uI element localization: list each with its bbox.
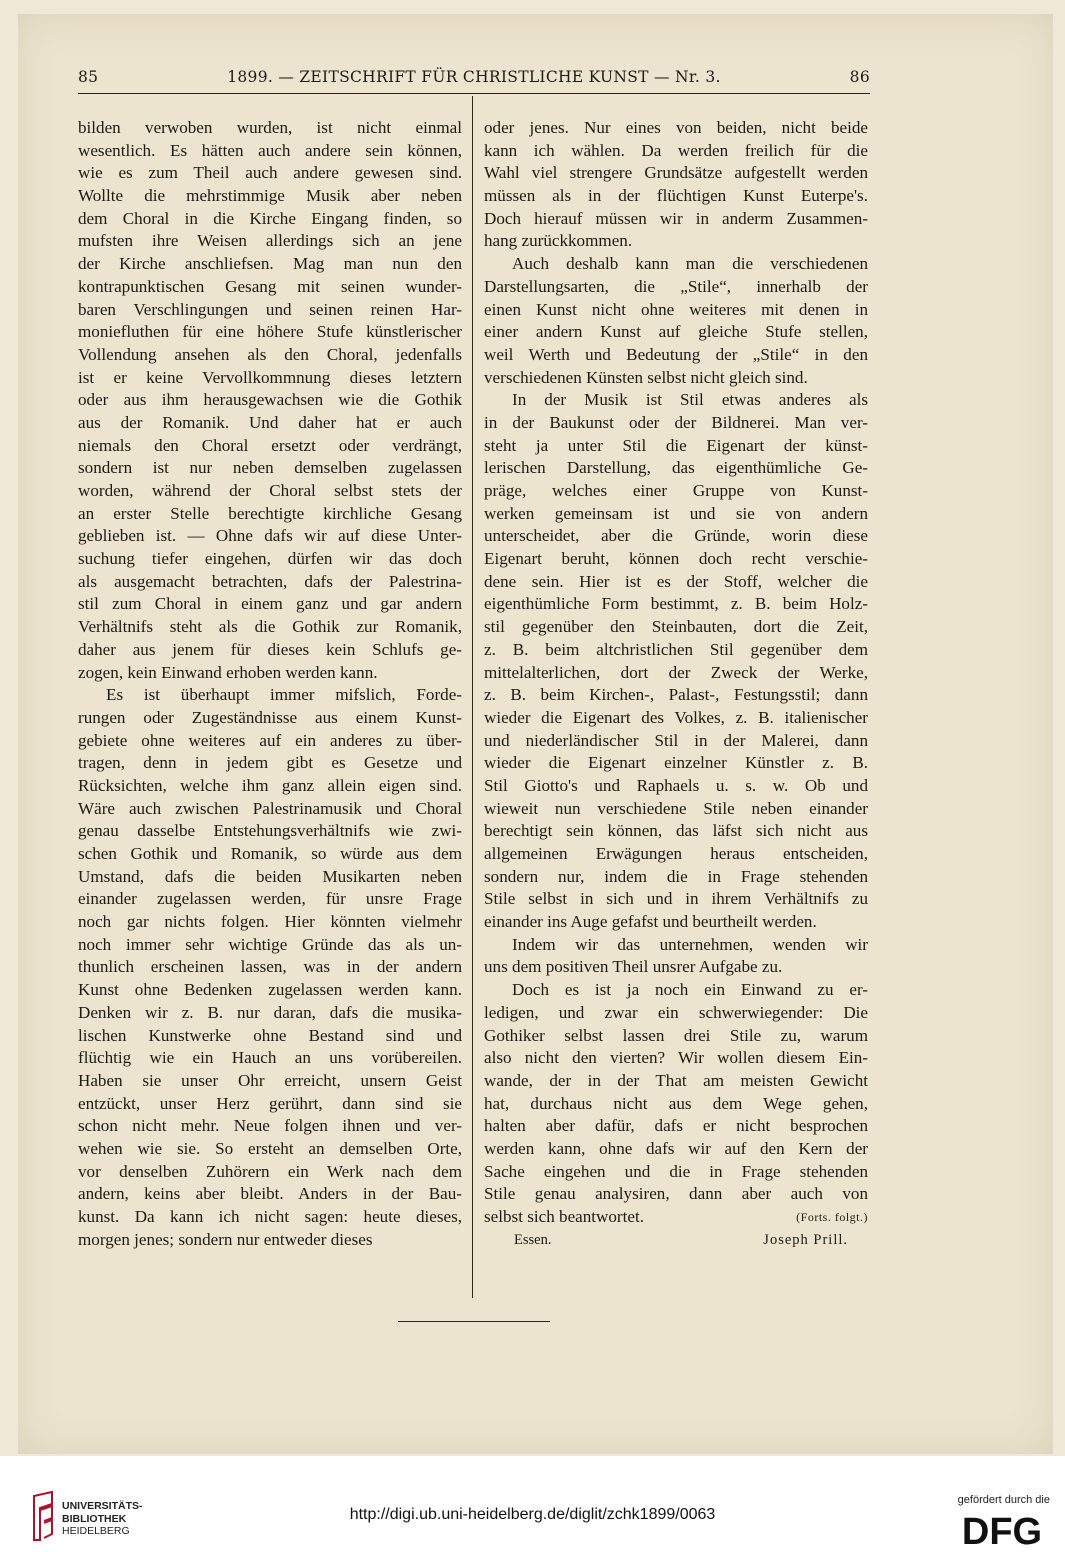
- end-rule: [398, 1321, 550, 1322]
- text-line: werden kann, ohne dafs wir auf den Kern der: [484, 1138, 868, 1158]
- page-number-left: 85: [78, 68, 99, 86]
- text-line: Stile selbst in sich und in ihrem Verhältnifs zu: [484, 889, 868, 909]
- text-line: mittelalterlichen, dort der Zweck der Werke,: [484, 662, 868, 682]
- journal-title: 1899. — ZEITSCHRIFT FÜR CHRISTLICHE KUNST — Nr. 3.: [227, 68, 721, 86]
- left-column: [78, 117, 462, 1251]
- text-line: oder aus ihm herausgewachsen wie die Gothik: [78, 390, 462, 410]
- dfg-logo-text: DFG: [961, 1511, 1043, 1549]
- text-line: Auch deshalb kann man die verschiedenen: [512, 254, 868, 274]
- text-line: sondern nur, indem die in Frage stehenden: [484, 866, 868, 886]
- text-line: geblieben ist. — Ohne dafs wir auf diese Unter-: [78, 526, 462, 546]
- column-divider: [472, 96, 473, 1298]
- text-line: berechtigt sein können, das läfst sich nicht aus: [484, 821, 868, 841]
- page-number-right: 86: [849, 68, 870, 86]
- text-line: eigenthümliche Form bestimmt, z. B. beim Holz-: [484, 594, 868, 614]
- text-line: daher aus jenem für dieses kein Schlufs ge-: [78, 639, 462, 659]
- text-line: noch immer sehr wichtige Gründe das als un-: [78, 934, 462, 954]
- library-name-line: BIBLIOTHEK: [62, 1512, 127, 1525]
- text-line: ist er keine Vervollkommnung dieses letztern: [78, 367, 462, 387]
- text-line: weil Werth und Bedeutung der „Stile“ in den: [484, 344, 868, 364]
- text-line: stil gegenüber den Steinbauten, dort die Zeit,: [484, 617, 868, 637]
- text-line: mufsten ihre Weisen allerdings sich an jene: [78, 231, 462, 251]
- text-line: Sache eingehen und die in Frage stehenden: [484, 1161, 868, 1181]
- text-line: kunst. Da kann ich nicht sagen: heute dieses,: [78, 1207, 462, 1226]
- text-line: verschiedenen Künsten selbst nicht gleich sind.: [484, 367, 808, 387]
- text-line: Haben sie unser Ohr erreicht, unsern Geist: [78, 1070, 462, 1090]
- text-line: halten aber dafür, dafs er nicht besprochen: [484, 1116, 868, 1136]
- text-line: einen Kunst nicht ohne weiteres mit denen in: [484, 299, 868, 319]
- text-line: baren Verschlingungen und seinen reinen Har-: [78, 299, 462, 319]
- text-line: wande, der in der That am meisten Gewicht: [484, 1070, 868, 1090]
- text-line: präge, welches einer Gruppe von Kunst-: [484, 481, 868, 500]
- text-line: aus der Romanik. Und daher hat er auch: [78, 412, 462, 432]
- text-line: Doch hierauf müssen wir in anderm Zusammen-: [484, 208, 868, 228]
- funded-by-text: gefördert durch die: [957, 1494, 1050, 1506]
- library-name-line: UNIVERSITÄTS-: [62, 1500, 143, 1512]
- text-line: rungen oder Zugeständnisse aus einem Kunst-: [78, 707, 462, 727]
- text-line: gebiete ohne weiteres auf ein anderes zu über-: [78, 730, 462, 750]
- text-line: wieder die Eigenart des Volkes, z. B. italienischer: [484, 707, 868, 727]
- text-line: zogen, kein Einwand erhoben werden kann.: [78, 662, 378, 682]
- text-line: Verhältnifs steht als die Gothik zur Romanik,: [78, 617, 462, 637]
- text-line: Kunst ohne Bedenken zugelassen werden kann.: [78, 980, 462, 1000]
- text-line: moniefluthen für eine höhere Stufe künstlerischer: [78, 322, 462, 342]
- signature: [484, 1229, 868, 1252]
- text-line: sondern ist nur neben demselben zugelassen: [78, 458, 462, 478]
- text-line: noch gar nichts folgen. Hier könnten vielmehr: [78, 912, 462, 932]
- text-line: Darstellungsarten, die „Stile“, innerhalb der: [484, 276, 868, 296]
- text-line: Umstand, dafs die beiden Musikarten neben: [78, 866, 462, 886]
- text-line: hat, durchaus nicht aus dem Wege gehen,: [484, 1093, 868, 1113]
- text-line: bilden verwoben wurden, ist nicht einmal: [78, 118, 462, 137]
- permalink-url[interactable]: http://digi.ub.uni-heidelberg.de/diglit/zchk1899/0063: [349, 1506, 716, 1523]
- text-line: schon nicht mehr. Neue folgen ihnen und ver-: [78, 1116, 462, 1136]
- text-line: Vollendung ansehen als den Choral, jedenfalls: [78, 344, 462, 364]
- text-line: lerischen Darstellung, das eigenthümliche Ge-: [484, 458, 868, 478]
- text-line: Rücksichten, welche ihm ganz allein eigen sind.: [78, 775, 462, 795]
- text-line: wesentlich. Es hätten auch andere sein können,: [78, 140, 462, 160]
- text-line: wehen wie sie. So ersteht an demselben Orte,: [78, 1138, 462, 1158]
- text-line: wieweit nun verschiedene Stile neben einander: [484, 798, 868, 818]
- text-line: hang zurückkommen.: [484, 231, 633, 251]
- dfg-logo-icon: [954, 1511, 1050, 1549]
- text-line: kann ich wählen. Da werden freilich für die: [484, 140, 868, 160]
- text-line: vor denselben Zuhörern ein Werk nach dem: [78, 1161, 462, 1181]
- text-line: kontrapunktischen Gesang mit seinen wunder-: [78, 276, 462, 296]
- text-line: oder jenes. Nur eines von beiden, nicht beide: [484, 118, 868, 137]
- signature-name: Joseph Prill.: [763, 1231, 848, 1248]
- footer-bar: [0, 1456, 1065, 1559]
- text-line: Doch es ist ja noch ein Einwand zu er-: [512, 980, 868, 1000]
- library-name-line: HEIDELBERG: [62, 1525, 130, 1537]
- text-line: uns dem positiven Theil unsrer Aufgabe zu.: [484, 957, 783, 977]
- text-line: Es ist überhaupt immer mifslich, Forde-: [106, 685, 462, 705]
- text-line: thunlich erscheinen lassen, was in der andern: [78, 957, 462, 977]
- header-rule: [78, 93, 870, 94]
- text-line: Stil Giotto's und Raphaels u. s. w. Ob und: [484, 775, 868, 795]
- text-line: also nicht den vierten? Wir wollen diesem Ein-: [484, 1048, 868, 1068]
- text-line: worden, während der Choral selbst stets der: [78, 481, 462, 500]
- continuation-note: (Forts. folgt.): [796, 1210, 868, 1224]
- text-line: der Kirche anschliefsen. Mag man nun den: [78, 254, 462, 274]
- text-line: Indem wir das unternehmen, wenden wir: [512, 934, 868, 954]
- text-line: als ausgemacht betrachten, dafs der Palestrina-: [78, 571, 462, 591]
- text-line: einander ins Auge gefafst und beurtheilt werden.: [484, 912, 817, 932]
- text-line: z. B. beim altchristlichen Stil gegenüber dem: [484, 639, 868, 659]
- text-line: allgemeinen Erwägungen heraus entscheiden,: [484, 844, 868, 863]
- right-column: [484, 117, 868, 1251]
- text-line: wieder die Eigenart einzelner Künstler z. B.: [484, 753, 868, 773]
- text-line: entzückt, unser Herz gerührt, dann sind sie: [78, 1093, 462, 1113]
- text-line: In der Musik ist Stil etwas anderes als: [512, 390, 868, 410]
- text-line: dene sein. Hier ist es der Stoff, welcher die: [484, 571, 868, 591]
- text-line: genau dasselbe Entstehungsverhältnifs wie zwi-: [78, 821, 462, 841]
- running-header: [78, 68, 870, 90]
- text-line: morgen jenes; sondern nur entweder dieses: [78, 1229, 373, 1249]
- text-line: Wollte die mehrstimmige Musik aber neben: [78, 186, 462, 206]
- text-line: in der Baukunst oder der Bildnerei. Man ver-: [484, 412, 868, 432]
- text-line: tragen, denn in jedem gibt es Gesetze und: [78, 753, 462, 773]
- text-line: Eigenart beruht, können doch recht verschie-: [484, 549, 868, 569]
- text-line: wie es zum Theil auch andere gewesen sind.: [78, 163, 462, 183]
- text-line: müssen als in der flüchtigen Kunst Euterpe's.: [484, 186, 868, 206]
- text-line: selbst sich beantwortet.: [484, 1207, 644, 1226]
- text-line: ledigen, und zwar ein schwerwiegender: Die: [484, 1002, 868, 1022]
- signature-place: Essen.: [514, 1231, 552, 1248]
- text-line: suchung tiefer eingehen, dürfen wir das doch: [78, 549, 462, 569]
- text-line: stil zum Choral in einem ganz und gar andern: [78, 594, 462, 614]
- text-line: Denken wir z. B. nur daran, dafs die musika-: [78, 1002, 462, 1022]
- text-line: Wäre auch zwischen Palestrinamusik und Choral: [78, 798, 462, 818]
- text-line: unterscheidet, aber die Gründe, worin diese: [484, 526, 868, 546]
- text-line: einer andern Kunst auf gleiche Stufe stellen,: [484, 322, 868, 342]
- text-line: schen Gothik und Romanik, so würde aus dem: [78, 844, 462, 863]
- text-line: und niederländischer Stil in der Malerei, dann: [484, 730, 868, 750]
- text-line: flüchtig wie ein Hauch an uns vorübereilen.: [78, 1048, 462, 1068]
- text-line: Stile genau analysiren, dann aber auch von: [484, 1184, 868, 1204]
- text-line: Wahl viel strengere Grundsätze aufgestellt werden: [484, 163, 868, 183]
- text-line: z. B. beim Kirchen-, Palast-, Festungsstil; dann: [484, 685, 868, 705]
- text-line: Gothiker selbst lassen drei Stile zu, warum: [484, 1025, 868, 1045]
- text-line: lischen Kunstwerke ohne Bestand sind und: [78, 1025, 462, 1045]
- text-line: einander zugelassen werden, für unsre Frage: [78, 889, 462, 909]
- text-line: dem Choral in die Kirche Eingang finden, so: [78, 208, 462, 228]
- text-line: andern, keins aber bleibt. Anders in der Bau-: [78, 1184, 462, 1204]
- text-line: steht ja unter Stil die Eigenart der künst-: [484, 435, 868, 455]
- text-line: werken gemeinsam ist und sie von andern: [484, 503, 868, 523]
- text-line: an erster Stelle berechtigte kirchliche Gesang: [78, 503, 462, 523]
- closing-line: [484, 1206, 868, 1229]
- text-line: niemals den Choral ersetzt oder verdrängt,: [78, 435, 462, 455]
